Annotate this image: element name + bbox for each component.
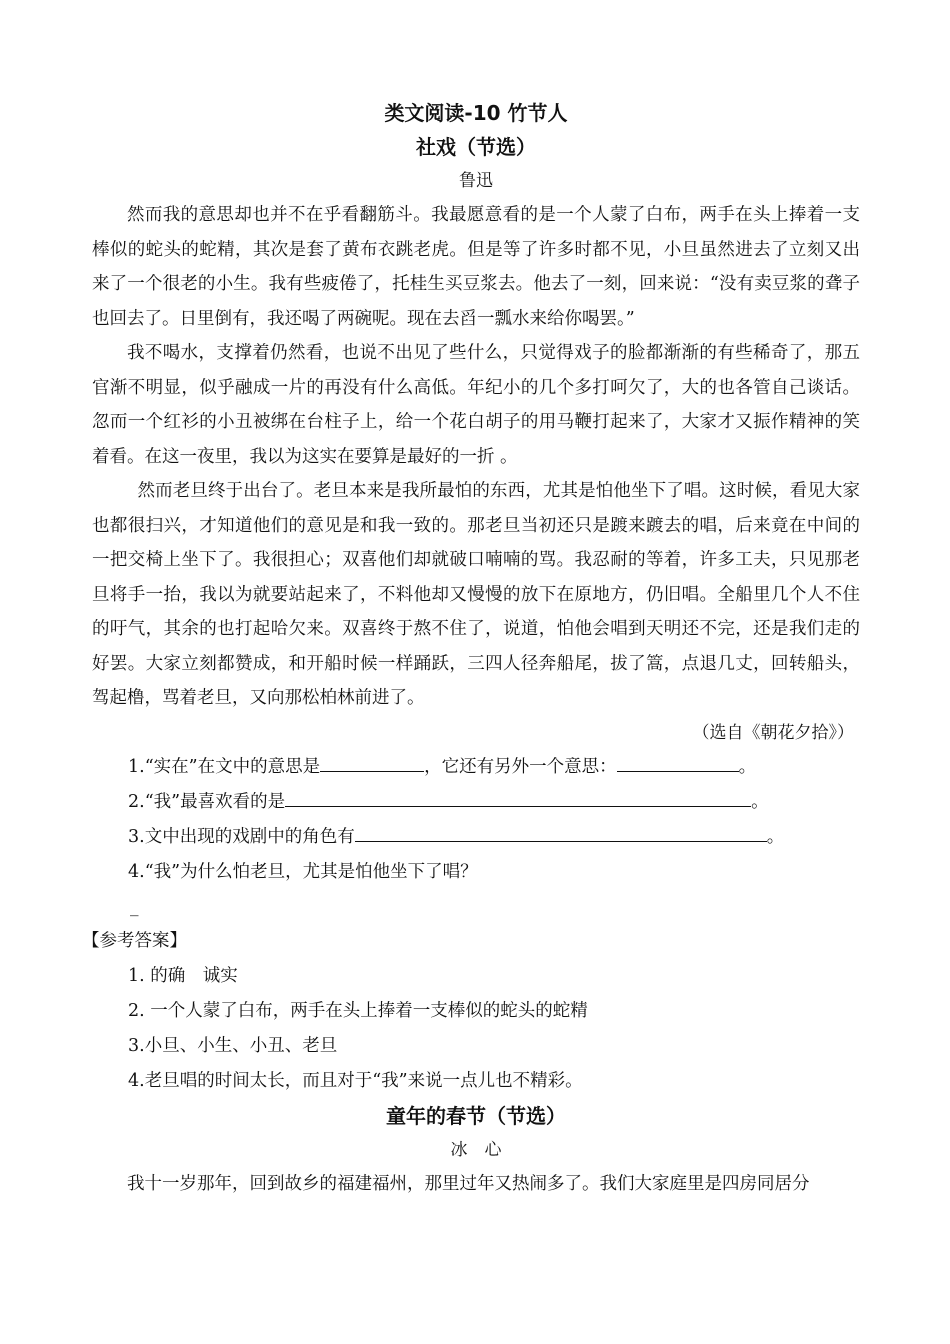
question-2-end: 。 bbox=[751, 791, 769, 812]
article2-title: 童年的春节（节选） bbox=[386, 1103, 566, 1128]
question-1-end: 。 bbox=[738, 756, 757, 777]
page-title: 类文阅读-10 竹节人 bbox=[384, 101, 568, 125]
question-1-text-b: ，它还有另外一个意思： bbox=[424, 756, 617, 777]
question-1-blank-2[interactable] bbox=[617, 751, 739, 772]
answers-heading: 【参考答案】 bbox=[82, 930, 187, 951]
question-1-blank-1[interactable] bbox=[320, 751, 424, 772]
question-1 bbox=[92, 750, 860, 785]
article2-paragraph-1: 我十一岁那年，回到故乡的福建福州，那里过年又热闹多了。我们大家庭里是四房同居分 bbox=[127, 1173, 810, 1194]
question-2 bbox=[92, 785, 860, 820]
article1-paragraph-2: 我不喝水，支撑着仍然看，也说不出见了些什么，只觉得戏子的脸都渐渐的有些稀奇了，那五官渐不明显，似乎融成一片的再没有什么高低。年纪小的几个多打呵欠了，大的也各管自己谈话。忽而一个红衫的小丑被绑在台柱子上，给一个花白胡子的用马鞭打起来了，大家才又振作精神的笑着看。在这一夜里，我以为这实在要算是最好的一折 。 bbox=[92, 343, 860, 467]
answer-4: 4.老旦唱的时间太长，而且对于“我”来说一点儿也不精彩。 bbox=[128, 1070, 583, 1091]
article1-source: （选自《朝花夕拾》） bbox=[692, 722, 854, 743]
article1-paragraph-3: 然而老旦终于出台了。老旦本来是我所最怕的东西，尤其是怕他坐下了唱。这时候，看见大家也都很扫兴，才知道他们的意见是和我一致的。那老旦当初还只是踱来踱去的唱，后来竟在中间的一把交椅上坐下了。我很担心；双喜他们却就破口喃喃的骂。我忍耐的等着，许多工夫，只见那老旦将手一抬，我以为就要站起来了，不料他却又慢慢的放下在原地方，仍旧唱。全船里几个人不住的吁气，其余的也打起哈欠来。双喜终于熬不住了，说道，怕他会唱到天明还不完，还是我们走的好罢。大家立刻都赞成，和开船时候一样踊跃，三四人径奔船尾，拔了篙，点退几丈，回转船头，驾起橹，骂着老旦，又向那松柏林前进了。 bbox=[92, 481, 860, 708]
answer-2: 2. 一个人蒙了白布，两手在头上捧着一支棒似的蛇头的蛇精 bbox=[128, 1000, 588, 1021]
question-3 bbox=[92, 820, 860, 855]
article1-author: 鲁迅 bbox=[459, 171, 493, 191]
article2-author: 冰 心 bbox=[450, 1139, 502, 1160]
question-4-answer-line[interactable]: _ bbox=[130, 896, 139, 917]
question-2-blank[interactable] bbox=[285, 786, 751, 807]
article1-title: 社戏（节选） bbox=[416, 135, 536, 159]
question-2-text: 2.“我”最喜欢看的是 bbox=[128, 791, 286, 812]
question-3-blank[interactable] bbox=[355, 821, 767, 842]
question-4: 4.“我”为什么怕老旦，尤其是怕他坐下了唱？ bbox=[128, 861, 478, 882]
question-3-end: 。 bbox=[766, 826, 785, 847]
question-1-text-a: 1.“实在”在文中的意思是 bbox=[128, 756, 321, 777]
answer-3: 3.小旦、小生、小丑、老旦 bbox=[128, 1035, 338, 1056]
question-3-text: 3.文中出现的戏剧中的角色有 bbox=[128, 826, 355, 847]
answer-1: 1. 的确 诚实 bbox=[128, 965, 238, 986]
document-page bbox=[82, 96, 860, 1201]
article1-paragraph-1: 然而我的意思却也并不在乎看翻筋斗。我最愿意看的是一个人蒙了白布，两手在头上捧着一支棒似的蛇头的蛇精，其次是套了黄布衣跳老虎。但是等了许多时都不见，小旦虽然进去了立刻又出来了一个很老的小生。我有些疲倦了，托桂生买豆浆去。他去了一刻，回来说：“没有卖豆浆的聋子也回去了。日里倒有，我还喝了两碗呢。现在去舀一瓢水来给你喝罢。” bbox=[92, 205, 860, 329]
